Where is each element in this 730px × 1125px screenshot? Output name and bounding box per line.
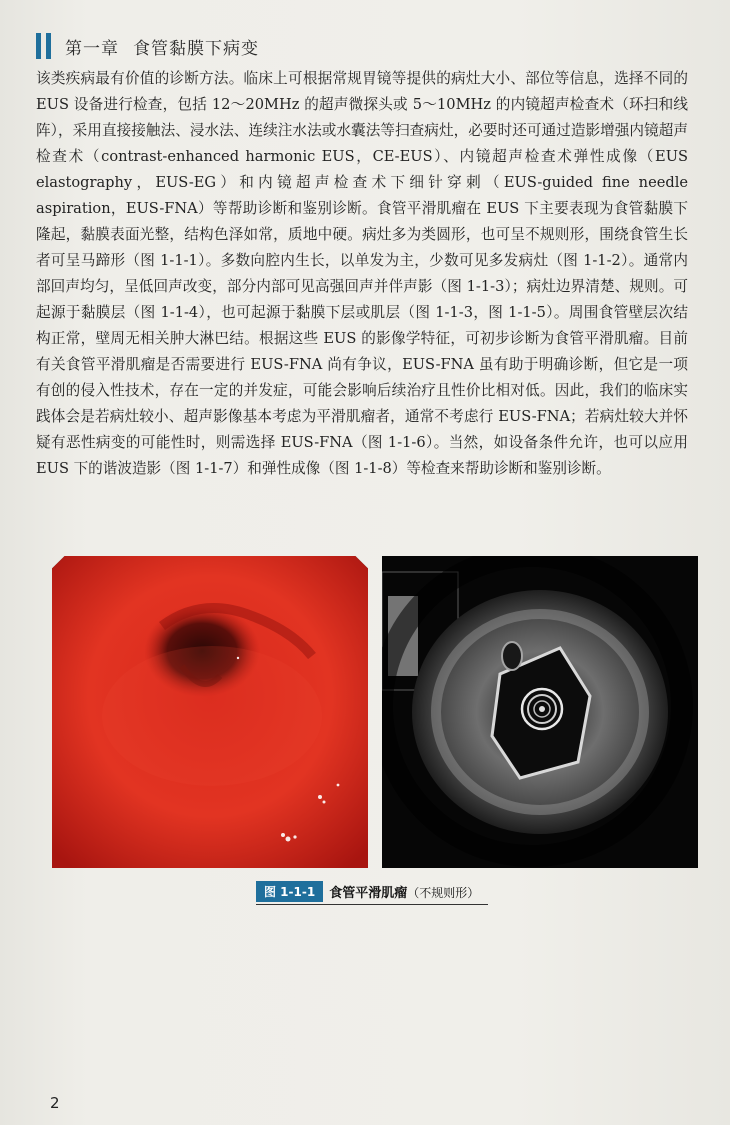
caption-underline xyxy=(256,904,488,905)
chapter-header xyxy=(36,28,259,64)
figure-number: 图 1-1-1 xyxy=(256,881,323,902)
page-number: 2 xyxy=(50,1094,60,1112)
chapter-number: 第一章 xyxy=(65,38,119,59)
body-text xyxy=(36,66,688,482)
body-paragraph: 该类疾病最有价值的诊断方法。临床上可根据常规胃镜等提供的病灶大小、部位等信息，选择不同的 EUS 设备进行检查，包括 12～20MHz 的超声微探头或 5～10MHz 的内镜超声检查术（环扫和线阵），采用直接接触法、浸水法、连续注水法或水囊法等扫查病灶，必要时还可通过造影增强内镜超声检查术（contrast-enhanced harmonic EUS，CE-EUS）、内镜超声检查术弹性成像（EUS elastography，EUS-EG）和内镜超声检查术下细针穿刺（EUS-guided fine needle aspiration，EUS-FNA）等帮助诊断和鉴别诊断。食管平滑肌瘤在 EUS 下主要表现为食管黏膜下隆起，黏膜表面光整，结构色泽如常，质地中硬。病灶多为类圆形，也可呈不规则形，围绕食管生长者可呈马蹄形（图 1-1-1）。多数向腔内生长，以单发为主，少数可见多发病灶（图 1-1-2）。通常内部回声均匀，呈低回声改变，部分内部可见高强回声并伴声影（图 1-1-3）；病灶边界清楚、规则。可起源于黏膜层（图 1-1-4），也可起源于黏膜下层或肌层（图 1-1-3，图 1-1-5）。周围食管壁层次结构正常，壁周无相关肿大淋巴结。根据这些 EUS 的影像学特征，可初步诊断为食管平滑肌瘤。目前有关食管平滑肌瘤是否需要进行 EUS-FNA 尚有争议，EUS-FNA 虽有助于明确诊断，但它是一项有创的侵入性技术，存在一定的并发症，可能会影响后续治疗且性价比相对低。因此，我们的临床实践体会是若病灶较小、超声影像基本考虑为平滑肌瘤者，通常不考虑行 EUS-FNA；若病灶较大并怀疑有恶性病变的可能性时，则需选择 EUS-FNA（图 1-1-6）。当然，如设备条件允许，也可以应用 EUS 下的谐波造影（图 1-1-7）和弹性成像（图 1-1-8）等检查来帮助诊断和鉴别诊断。 xyxy=(36,70,688,477)
figure-1-1-1 xyxy=(52,556,698,868)
endoscopy-image xyxy=(52,556,368,868)
eus-image xyxy=(382,556,698,868)
figure-title-wrap xyxy=(329,882,479,901)
chapter-bars-icon xyxy=(36,33,51,59)
chapter-title: 食管黏膜下病变 xyxy=(133,38,259,59)
figure-title: 食管平滑肌瘤 xyxy=(329,885,408,901)
chapter-heading xyxy=(65,34,259,59)
figure-caption xyxy=(256,880,479,902)
figure-subtitle: （不规则形） xyxy=(407,885,480,900)
